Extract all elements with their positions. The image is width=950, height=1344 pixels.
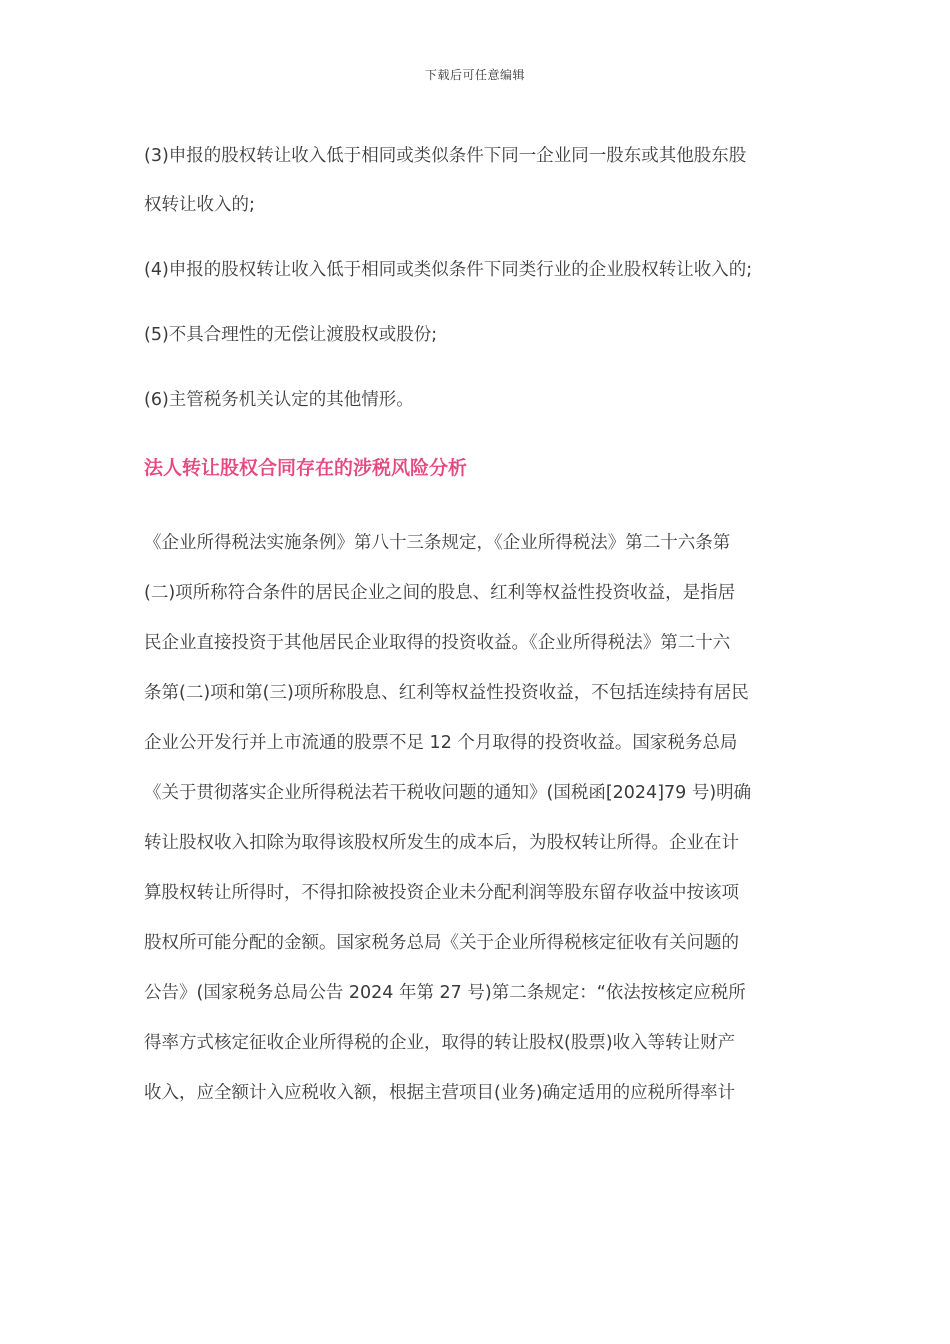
body-paragraph [144,518,814,1118]
body-line: 条第(二)项和第(三)项所称股息、红利等权益性投资收益，不包括连续持有居民 [144,683,749,703]
body-line: (二)项所称符合条件的居民企业之间的股息、红利等权益性投资收益，是指居 [144,583,736,603]
list-item [144,311,814,360]
section-heading: 法人转让股权合同存在的涉税风险分析 [144,457,468,479]
list-item [144,376,814,425]
body-line: 民企业直接投资于其他居民企业取得的投资收益。《企业所得税法》第二十六 [144,633,731,653]
body-line: 公告》(国家税务总局公告 2024 年第 27 号)第二条规定：“依法按核定应税所 [144,983,746,1003]
body-line: 《关于贯彻落实企业所得税法若干税收问题的通知》(国税函[2024]79 号)明确 [144,783,752,803]
body-line: 企业公开发行并上市流通的股票不足 12 个月取得的投资收益。国家税务总局 [144,733,738,753]
body-line: 得率方式核定征收企业所得税的企业，取得的转让股权(股票)收入等转让财产 [144,1033,736,1053]
list-item-5: (5)不具合理性的无偿让渡股权或股份; [144,325,438,345]
body-line: 算股权转让所得时，不得扣除被投资企业未分配利润等股东留存收益中按该项 [144,883,739,903]
body-line: 转让股权收入扣除为取得该股权所发生的成本后，为股权转让所得。企业在计 [144,833,739,853]
list-item [144,246,814,295]
list-item-4: (4)申报的股权转让收入低于相同或类似条件下同类行业的企业股权转让收入的; [144,260,753,280]
list-item-3-line-2: 权转让收入的; [144,195,255,215]
list-item [144,132,814,230]
body-line: 股权所可能分配的金额。国家税务总局《关于企业所得税核定征收有关问题的 [144,933,739,953]
list-item-6: (6)主管税务机关认定的其他情形。 [144,390,414,410]
list-item-3-line-1: (3)申报的股权转让收入低于相同或类似条件下同一企业同一股东或其他股东股 [144,146,747,166]
body-line: 收入，应全额计入应税收入额，根据主营项目(业务)确定适用的应税所得率计 [144,1083,736,1103]
header-note: 下载后可任意编辑 [424,68,525,82]
document-content [144,132,814,1118]
body-line: 《企业所得税法实施条例》第八十三条规定，《企业所得税法》第二十六条第 [144,533,731,553]
